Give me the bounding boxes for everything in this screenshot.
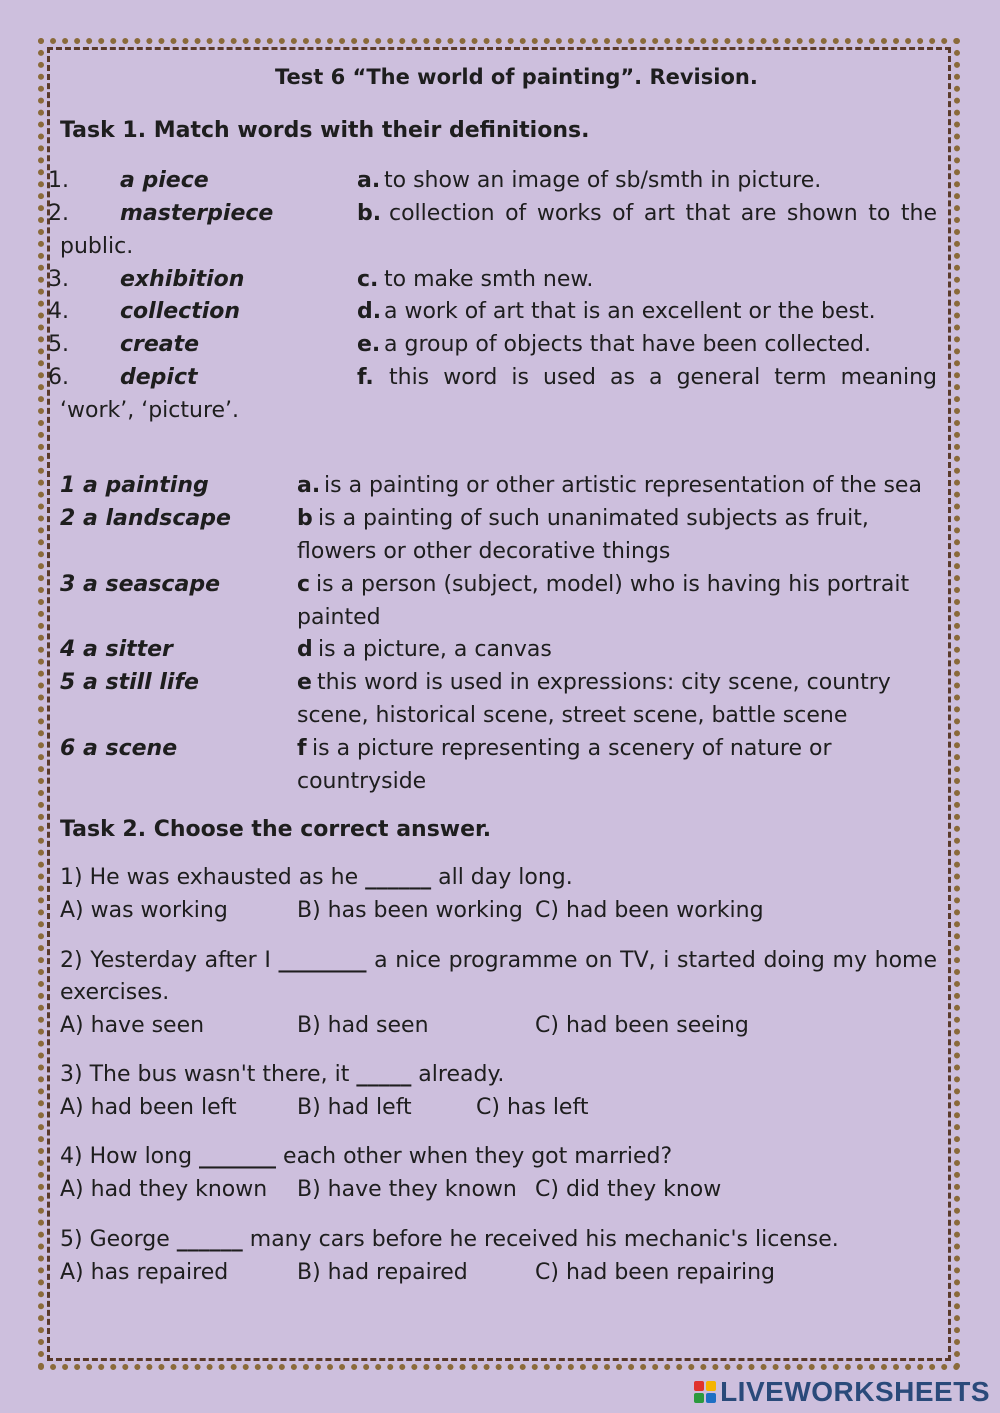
option-c: C) had been working <box>535 898 764 923</box>
question-text: many cars before he received his mechanic's license. <box>242 1227 839 1252</box>
def-letter: e <box>297 670 312 695</box>
term: 3 a seascape <box>60 572 220 597</box>
option-c: C) had been repairing <box>535 1260 776 1285</box>
definition-continued: painted <box>297 605 381 630</box>
term: exhibition <box>120 267 245 292</box>
question <box>60 1062 504 1088</box>
term: collection <box>120 299 241 324</box>
def-letter: a. <box>357 168 381 193</box>
list-number: 6. <box>48 365 69 390</box>
definition: this word is used in expressions: city scene, country <box>317 670 891 695</box>
list-number: 3. <box>48 267 69 292</box>
def-letter: f <box>297 736 307 761</box>
question-text: 1) He was exhausted as he <box>60 865 366 890</box>
option-b: B) has been working <box>297 898 523 923</box>
logo-icon <box>694 1381 716 1403</box>
page-title: Test 6 “The world of painting”. Revision. <box>275 65 758 89</box>
option-a: A) was working <box>60 898 228 923</box>
question <box>60 1227 839 1253</box>
term: create <box>120 332 200 357</box>
def-letter: b <box>297 506 313 531</box>
question-text: all day long. <box>431 865 573 890</box>
definition: is a painting of such unanimated subjects as fruit, <box>318 506 869 531</box>
definition: a work of art that is an excellent or the best. <box>384 299 876 324</box>
list-number: 1. <box>48 168 69 193</box>
definition: a group of objects that have been collected. <box>384 332 871 357</box>
question-text: 4) How long <box>60 1144 200 1169</box>
option-a: A) has repaired <box>60 1260 229 1285</box>
question-text: 2) Yesterday after I <box>60 948 279 973</box>
def-letter: c. <box>357 267 379 292</box>
option-b: B) had repaired <box>297 1260 468 1285</box>
task1-heading: Task 1. Match words with their definitions. <box>60 118 590 143</box>
option-b: B) had seen <box>297 1013 429 1038</box>
question-text: already. <box>411 1062 505 1087</box>
liveworksheets-logo <box>694 1375 990 1409</box>
def-letter: f. <box>357 365 374 390</box>
term: 4 a sitter <box>60 637 173 662</box>
definition: to make smth new. <box>384 267 594 292</box>
list-number: 5. <box>48 332 69 357</box>
logo-text: LIVEWORKSHEETS <box>720 1376 990 1407</box>
question <box>60 948 937 974</box>
answer-blank: _______ <box>199 1144 277 1169</box>
term: masterpiece <box>120 201 274 226</box>
task2-heading: Task 2. Choose the correct answer. <box>60 817 492 842</box>
option-b: B) have they known <box>297 1177 517 1202</box>
option-a: A) had they known <box>60 1177 268 1202</box>
list-number: 4. <box>48 299 69 324</box>
option-a: A) have seen <box>60 1013 205 1038</box>
question <box>60 1144 672 1170</box>
definition-continued: public. <box>60 234 134 259</box>
term: 5 a still life <box>60 670 199 695</box>
term: depict <box>120 365 198 390</box>
definition: is a painting or other artistic representation of the sea <box>324 473 922 498</box>
question-text: 5) George <box>60 1227 177 1252</box>
def-letter: a. <box>297 473 321 498</box>
answer-blank: ______ <box>176 1227 243 1252</box>
definition-continued: ‘work’, ‘picture’. <box>60 398 240 423</box>
answer-blank: _____ <box>356 1062 412 1087</box>
term: 2 a landscape <box>60 506 231 531</box>
option-c: C) had been seeing <box>535 1013 749 1038</box>
definition: to show an image of sb/smth in picture. <box>384 168 822 193</box>
def-letter: b. <box>357 201 382 226</box>
definition: collection of works of art that are shown to the <box>389 201 937 226</box>
question-text: a nice programme on TV, i started doing my home <box>366 948 937 973</box>
option-c: C) did they know <box>535 1177 722 1202</box>
list-number: 2. <box>48 201 69 226</box>
definition: is a person (subject, model) who is having his portrait <box>316 572 910 597</box>
answer-blank: ________ <box>278 948 367 973</box>
definition: is a picture, a canvas <box>318 637 552 662</box>
definition: is a picture representing a scenery of nature or <box>312 736 832 761</box>
question-continued: exercises. <box>60 980 170 1005</box>
option-a: A) had been left <box>60 1095 237 1120</box>
option-b: B) had left <box>297 1095 412 1120</box>
definition-continued: scene, historical scene, street scene, battle scene <box>297 703 848 728</box>
question <box>60 865 573 891</box>
def-letter: d. <box>357 299 382 324</box>
option-c: C) has left <box>476 1095 589 1120</box>
definition-continued: countryside <box>297 769 427 794</box>
term: a piece <box>120 168 209 193</box>
answer-blank: ______ <box>365 865 432 890</box>
term: 6 a scene <box>60 736 178 761</box>
def-letter: c <box>297 572 311 597</box>
def-letter: d <box>297 637 313 662</box>
term: 1 a painting <box>60 473 209 498</box>
question-text: 3) The bus wasn't there, it <box>60 1062 357 1087</box>
def-letter: e. <box>357 332 381 357</box>
question-text: each other when they got married? <box>276 1144 673 1169</box>
definition-continued: flowers or other decorative things <box>297 539 671 564</box>
definition: this word is used as a general term meaning <box>389 365 937 390</box>
